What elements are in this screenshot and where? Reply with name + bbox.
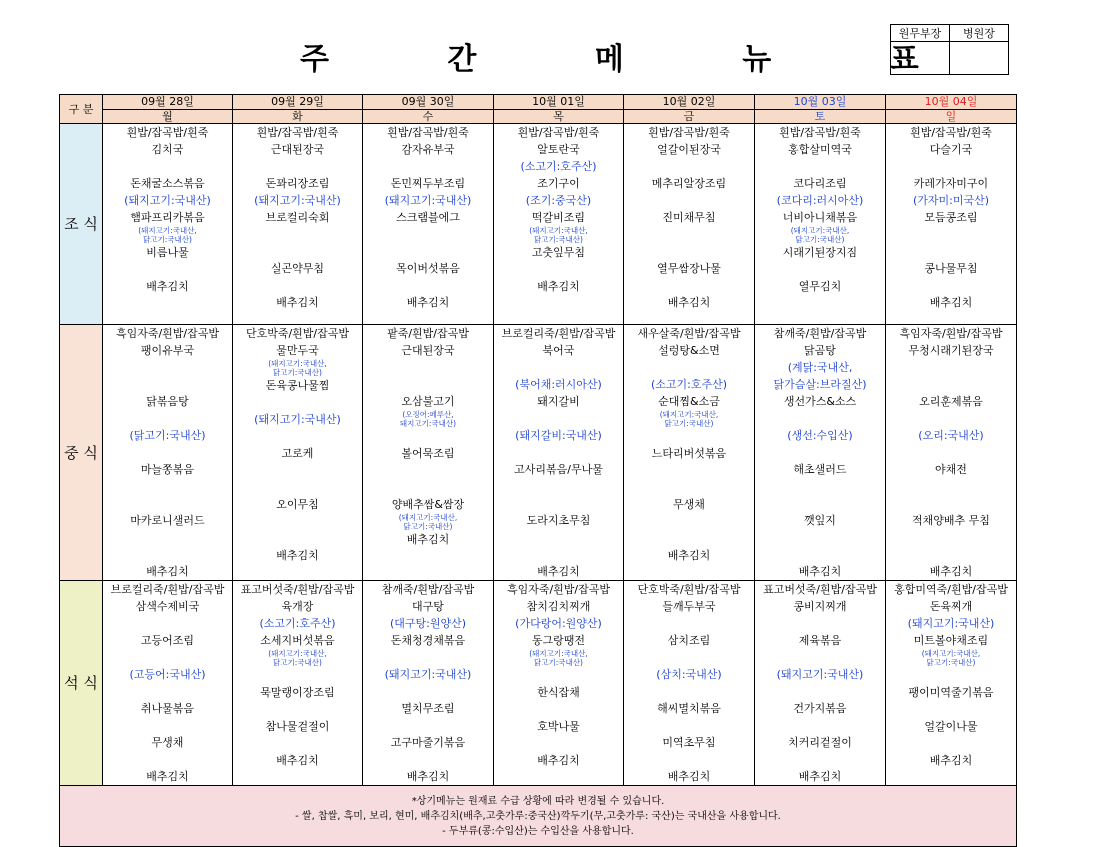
origin-note: (돼지고기:국내산) <box>776 668 864 681</box>
header-date: 09월 29일 <box>233 95 363 110</box>
menu-cell <box>624 581 755 786</box>
menu-item: 햄파프리카볶음 <box>130 211 205 224</box>
menu-item: 돈꽈리장조림 <box>265 177 330 190</box>
menu-item: 야채전 <box>935 463 967 476</box>
menu-item: 콩나물무침 <box>924 262 978 275</box>
origin-note: (오징어:페루산, <box>402 410 454 419</box>
menu-item: 흑임자죽/흰밥/잡곡밥 <box>506 583 611 596</box>
header-day: 토 <box>755 110 886 124</box>
origin-note: (북어채:러시아산) <box>515 378 602 391</box>
meal-label: 조 식 <box>60 124 103 325</box>
menu-item: 육개장 <box>281 600 314 613</box>
menu-item: 생선가스&소스 <box>783 395 857 408</box>
menu-item: 배추김치 <box>798 565 842 578</box>
menu-item: 한식잡채 <box>537 686 580 699</box>
origin-note: (조기:중국산) <box>525 194 592 207</box>
origin-note: (고등어:국내산) <box>129 668 206 681</box>
menu-item: 무청시래기된장국 <box>908 344 994 357</box>
origin-note: (오리:국내산) <box>918 429 984 442</box>
origin-note: (돼지고기:국내산, <box>659 410 719 419</box>
weekly-menu-table <box>59 94 1017 847</box>
menu-cell <box>624 124 755 325</box>
menu-item: 배추김치 <box>276 754 319 767</box>
menu-item: 치커리겉절이 <box>788 736 852 749</box>
origin-note: (돼지고기:국내산, <box>398 513 458 522</box>
origin-note: 닭고기:국내산) <box>143 235 192 244</box>
header-day: 목 <box>494 110 624 124</box>
menu-item: 배추김치 <box>667 770 711 783</box>
menu-item: 돈채굴소스볶음 <box>130 177 205 190</box>
origin-note: (돼지고기:국내산) <box>907 617 995 630</box>
origin-note: (돼지고기:국내산, <box>790 226 850 235</box>
menu-cell <box>886 325 1017 581</box>
origin-note: 닭고기:국내산) <box>403 522 453 531</box>
menu-item: 느타리버섯볶음 <box>651 447 727 460</box>
menu-item: 흰밥/잡곡밥/흰죽 <box>126 126 209 139</box>
origin-note: (돼지고기:국내산, <box>529 226 588 235</box>
menu-item: 깻잎지 <box>804 514 836 527</box>
menu-item: 제육볶음 <box>798 634 842 647</box>
header-date: 09월 30일 <box>363 95 494 110</box>
approval-box <box>890 24 1009 75</box>
menu-item: 배추김치 <box>537 565 580 578</box>
menu-item: 소세지버섯볶음 <box>260 634 335 647</box>
origin-note: 닭고기:국내산) <box>664 419 714 428</box>
header-date: 10월 04일 <box>886 95 1017 110</box>
approval-signature-1 <box>891 42 950 75</box>
origin-note: 닭고기:국내산) <box>273 368 322 377</box>
menu-cell <box>103 581 233 786</box>
origin-note: (돼지갈비:국내산) <box>515 429 602 442</box>
origin-note: (소고기:호주산) <box>650 378 728 391</box>
origin-note: (대구탕:원양산) <box>389 617 467 630</box>
menu-item: 감자유부국 <box>401 143 455 156</box>
menu-item: 고춧잎무침 <box>531 246 586 259</box>
header-day: 일 <box>886 110 1017 124</box>
menu-item: 팥죽/흰밥/잡곡밥 <box>387 327 469 340</box>
origin-note: (돼지고기:국내산) <box>254 413 341 426</box>
menu-item: 배추김치 <box>406 533 450 546</box>
menu-item: 배추김치 <box>667 296 711 309</box>
menu-item: 단호박죽/흰밥/잡곡밥 <box>245 327 350 340</box>
menu-item: 흑임자죽/흰밥/잡곡밥 <box>115 327 220 340</box>
menu-cell <box>755 581 886 786</box>
menu-item: 양배추쌈&쌈장 <box>391 498 465 511</box>
menu-item: 북어국 <box>542 344 575 357</box>
approval-signature-2 <box>950 42 1009 75</box>
menu-item: 순대찜&소금 <box>658 395 720 408</box>
menu-item: 단호박죽/흰밥/잡곡밥 <box>637 583 741 596</box>
menu-item: 취나물볶음 <box>140 702 195 715</box>
origin-note: 닭가슴살:브라질산) <box>773 378 867 391</box>
menu-item: 배추김치 <box>798 770 842 783</box>
menu-item: 삼색수제비국 <box>135 600 200 613</box>
menu-item: 호박나물 <box>537 720 580 733</box>
origin-note: (가자미:미국산) <box>912 194 990 207</box>
menu-item: 해초샐러드 <box>793 463 847 476</box>
origin-note: 닭고기:국내산) <box>795 235 845 244</box>
menu-cell <box>103 325 233 581</box>
menu-item: 홍합살미역국 <box>788 143 852 156</box>
menu-item: 마늘쫑볶음 <box>140 463 195 476</box>
menu-item: 알토란국 <box>537 143 580 156</box>
menu-item: 고구마줄기볶음 <box>390 736 466 749</box>
menu-item: 진미채무침 <box>662 211 716 224</box>
menu-item: 묵말랭이장조림 <box>260 686 335 699</box>
menu-item: 표고버섯죽/흰밥/잡곡밥 <box>763 583 877 596</box>
menu-item: 떡갈비조림 <box>531 211 586 224</box>
origin-note: (돼지고기:국내산, <box>268 359 327 368</box>
menu-item: 배추김치 <box>667 549 711 562</box>
menu-cell <box>494 581 624 786</box>
menu-item: 멸치무조림 <box>401 702 455 715</box>
menu-item: 팽이미역줄기볶음 <box>908 686 994 699</box>
menu-item: 열무김치 <box>798 280 842 293</box>
menu-cell <box>886 581 1017 786</box>
menu-item: 돈육콩나물찜 <box>265 379 330 392</box>
menu-cell <box>886 124 1017 325</box>
menu-cell <box>363 325 494 581</box>
menu-item: 미트볼야채조림 <box>913 634 989 647</box>
menu-cell <box>363 581 494 786</box>
header-label: 구 분 <box>60 95 103 124</box>
menu-item: 배추김치 <box>276 296 319 309</box>
origin-note: (소고기:호주산) <box>259 617 336 630</box>
menu-item: 배추김치 <box>537 754 580 767</box>
menu-item: 돈민찌두부조림 <box>390 177 466 190</box>
origin-note: (삼치:국내산) <box>656 668 722 681</box>
origin-note: (가다랑어:원양산) <box>515 617 602 630</box>
origin-note: (돼지고기:국내산) <box>124 194 211 207</box>
menu-item: 건가지볶음 <box>793 702 847 715</box>
menu-item: 고사리볶음/무나물 <box>514 463 603 476</box>
menu-item: 배추김치 <box>929 754 973 767</box>
menu-item: 브로컬리죽/흰밥/잡곡밥 <box>501 327 616 340</box>
menu-item: 흰밥/잡곡밥/흰죽 <box>517 126 600 139</box>
header-date: 10월 02일 <box>624 95 755 110</box>
origin-note: (돼지고기:국내산) <box>254 194 341 207</box>
menu-item: 코다리조림 <box>793 177 847 190</box>
menu-item: 열무쌈장나물 <box>657 262 721 275</box>
menu-item: 동그랑땡전 <box>531 634 586 647</box>
menu-item: 표고버섯죽/흰밥/잡곡밥 <box>240 583 355 596</box>
origin-note: (돼지고기:국내산) <box>384 668 472 681</box>
menu-item: 닭볶음탕 <box>146 395 189 408</box>
menu-item: 닭곰탕 <box>804 344 836 357</box>
menu-item: 배추김치 <box>146 280 189 293</box>
menu-item: 오리훈제볶음 <box>919 395 983 408</box>
menu-item: 흰밥/잡곡밥/흰죽 <box>387 126 469 139</box>
menu-item: 도라지초무침 <box>526 514 591 527</box>
menu-item: 근대된장국 <box>401 344 455 357</box>
menu-item: 돼지갈비 <box>537 395 580 408</box>
meal-label: 중 식 <box>60 325 103 581</box>
menu-item: 흑임자죽/흰밥/잡곡밥 <box>899 327 1003 340</box>
menu-item: 스크램블에그 <box>396 211 460 224</box>
header-day: 금 <box>624 110 755 124</box>
menu-item: 참치김치찌개 <box>526 600 591 613</box>
menu-item: 해씨멸치볶음 <box>657 702 721 715</box>
menu-item: 브로컬리죽/흰밥/잡곡밥 <box>110 583 225 596</box>
menu-item: 흰밥/잡곡밥/흰죽 <box>648 126 730 139</box>
menu-item: 삼치조림 <box>667 634 711 647</box>
menu-item: 배추김치 <box>929 565 973 578</box>
menu-item: 적채양배추 무침 <box>912 514 990 527</box>
origin-note: (돼지고기:국내산, <box>268 649 327 658</box>
footer-notes <box>60 786 1017 847</box>
menu-item: 오삼불고기 <box>401 395 455 408</box>
origin-note: 닭고기:국내산) <box>273 658 322 667</box>
menu-item: 홍합미역죽/흰밥/잡곡밥 <box>894 583 1008 596</box>
menu-item: 물만두국 <box>276 344 319 357</box>
origin-note: (소고기:호주산) <box>520 160 597 173</box>
menu-item: 참깨죽/흰밥/잡곡밥 <box>381 583 475 596</box>
menu-item: 흰밥/잡곡밥/흰죽 <box>256 126 339 139</box>
menu-item: 배추김치 <box>406 770 450 783</box>
menu-item: 카레가자미구이 <box>913 177 989 190</box>
menu-item: 배추김치 <box>146 565 189 578</box>
menu-cell <box>494 124 624 325</box>
header-day: 수 <box>363 110 494 124</box>
menu-item: 미역초무침 <box>662 736 716 749</box>
menu-item: 무생채 <box>151 736 184 749</box>
menu-item: 비름나물 <box>146 246 189 259</box>
menu-item: 오이무침 <box>276 498 319 511</box>
page-title: 주 간 메 뉴 표 <box>300 42 973 77</box>
menu-item: 실곤약무침 <box>270 262 325 275</box>
menu-item: 흰밥/잡곡밥/흰죽 <box>779 126 861 139</box>
menu-item: 새우살죽/흰밥/잡곡밥 <box>637 327 741 340</box>
menu-item: 무생채 <box>673 498 705 511</box>
origin-note: (닭고기:국내산) <box>129 429 206 442</box>
menu-item: 돈육찌개 <box>929 600 973 613</box>
menu-item: 팽이유부국 <box>140 344 195 357</box>
menu-item: 너비아니채볶음 <box>782 211 858 224</box>
menu-item: 시래기된장지짐 <box>782 246 858 259</box>
footer-note: *상기메뉴는 원재료 수급 상황에 따라 변경될 수 있습니다. <box>411 795 665 807</box>
menu-cell <box>103 124 233 325</box>
menu-item: 얼갈이된장국 <box>657 143 721 156</box>
header-date: 09월 28일 <box>103 95 233 110</box>
menu-item: 돈채청경채볶음 <box>390 634 466 647</box>
menu-item: 배추김치 <box>146 770 189 783</box>
menu-item: 참깨죽/흰밥/잡곡밥 <box>773 327 867 340</box>
origin-note: (돼지고기:국내산, <box>529 649 588 658</box>
header-date: 10월 03일 <box>755 95 886 110</box>
header-date: 10월 01일 <box>494 95 624 110</box>
meal-label: 석 식 <box>60 581 103 786</box>
menu-item: 배추김치 <box>406 296 450 309</box>
menu-item: 얼갈이나물 <box>924 720 978 733</box>
footer-note: - 쌀, 찹쌀, 흑미, 보리, 현미, 배추김치(배추,고춧가루:중국산)깍두기(무,고춧가루: 국산)는 국내산을 사용합니다. <box>295 810 781 822</box>
menu-item: 조기구이 <box>537 177 580 190</box>
menu-item: 모듬콩조림 <box>924 211 978 224</box>
origin-note: (계닭:국내산, <box>787 361 853 374</box>
menu-item: 참나물겉절이 <box>265 720 330 733</box>
footer-note: - 두부류(콩:수입산)는 수입산을 사용합니다. <box>442 825 634 837</box>
approval-label-1: 원무부장 <box>891 25 950 42</box>
approval-label-2: 병원장 <box>950 25 1009 42</box>
menu-cell <box>624 325 755 581</box>
menu-item: 브로컬리숙회 <box>265 211 330 224</box>
menu-item: 배추김치 <box>929 296 973 309</box>
origin-note: 닭고기:국내산) <box>534 658 583 667</box>
origin-note: (돼지고기:국내산, <box>921 649 981 658</box>
menu-item: 다슬기국 <box>929 143 973 156</box>
menu-item: 메추리알장조림 <box>651 177 727 190</box>
menu-item: 고등어조림 <box>140 634 195 647</box>
menu-item: 들깨두부국 <box>662 600 716 613</box>
menu-cell <box>494 325 624 581</box>
origin-note: 닭고기:국내산) <box>926 658 976 667</box>
menu-cell <box>233 325 363 581</box>
origin-note: (코다리:러시아산) <box>776 194 864 207</box>
menu-cell <box>755 325 886 581</box>
menu-item: 설렁탕&소면 <box>658 344 720 357</box>
menu-item: 콩비지찌개 <box>793 600 847 613</box>
menu-cell <box>363 124 494 325</box>
menu-item: 김치국 <box>151 143 184 156</box>
menu-cell <box>233 581 363 786</box>
menu-item: 대구탕 <box>412 600 444 613</box>
menu-item: 볼어묵조림 <box>401 447 455 460</box>
origin-note: 돼지고기:국내산) <box>399 419 457 428</box>
menu-item: 근대된장국 <box>270 143 325 156</box>
menu-item: 배추김치 <box>276 549 319 562</box>
menu-item: 배추김치 <box>537 280 580 293</box>
menu-item: 흰밥/잡곡밥/흰죽 <box>910 126 992 139</box>
menu-cell <box>755 124 886 325</box>
header-day: 월 <box>103 110 233 124</box>
menu-cell <box>233 124 363 325</box>
menu-item: 목이버섯볶음 <box>396 262 460 275</box>
origin-note: (생선:수입산) <box>787 429 853 442</box>
menu-item: 고로케 <box>281 447 314 460</box>
origin-note: (돼지고기:국내산) <box>384 194 472 207</box>
header-day: 화 <box>233 110 363 124</box>
origin-note: (돼지고기:국내산, <box>138 226 197 235</box>
menu-item: 마카로니샐러드 <box>130 514 205 527</box>
origin-note: 닭고기:국내산) <box>534 235 583 244</box>
